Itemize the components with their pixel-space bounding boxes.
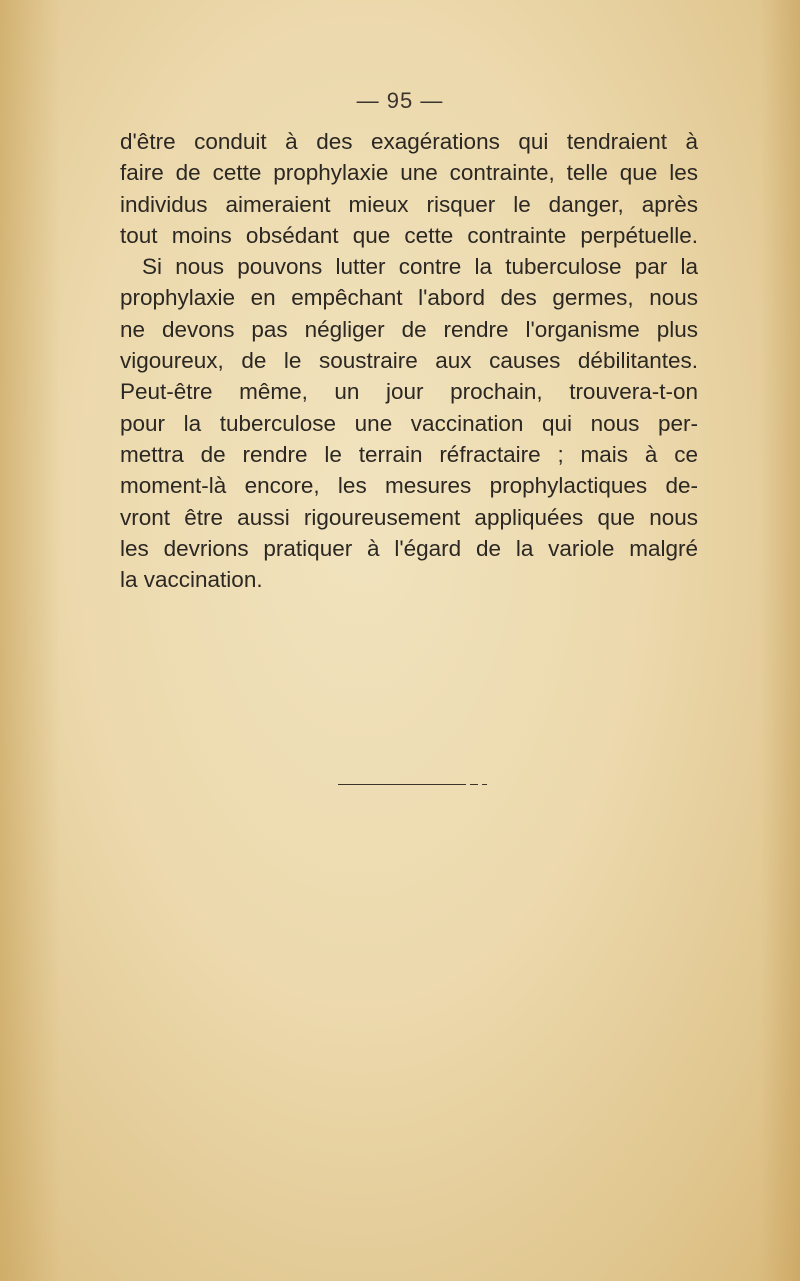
text-line: d'être conduit à des exagérations qui tendraient à <box>120 129 698 154</box>
text-line: Si nous pouvons lutter contre la tuberculose par la <box>142 254 698 280</box>
text-line: Peut-être même, un jour prochain, trouvera-t-on <box>120 379 698 405</box>
section-end-rule-dash <box>482 784 487 785</box>
text-line: tout moins obsédant que cette contrainte perpétuelle. <box>120 222 698 248</box>
body-paragraph <box>120 126 698 595</box>
text-line: mettra de rendre le terrain réfractaire ; mais à ce <box>120 441 698 467</box>
text-line: moment-là encore, les mesures prophylactiques de- <box>120 473 698 499</box>
section-end-rule-dash <box>470 784 478 785</box>
text-line: les devrions pratiquer à l'égard de la variole malgré <box>120 535 698 561</box>
page-number: — 95 — <box>356 88 444 113</box>
text-line: pour la tuberculose une vaccination qui nous per- <box>120 410 698 436</box>
text-line: ne devons pas négliger de rendre l'organisme plus <box>120 316 698 342</box>
text-line: prophylaxie en empêchant l'abord des germes, nous <box>120 285 698 311</box>
text-line: vront être aussi rigoureusement appliquées que nous <box>120 504 698 530</box>
section-end-rule <box>338 784 466 785</box>
text-line: la vaccination. <box>120 567 263 593</box>
text-line: individus aimeraient mieux risquer le danger, après <box>120 191 698 217</box>
page-edge-shading-left <box>0 0 60 1281</box>
page-edge-shading-right <box>760 0 800 1281</box>
text-line: vigoureux, de le soustraire aux causes débilitantes. <box>120 348 698 374</box>
text-line: faire de cette prophylaxie une contrainte, telle que les <box>120 160 698 186</box>
